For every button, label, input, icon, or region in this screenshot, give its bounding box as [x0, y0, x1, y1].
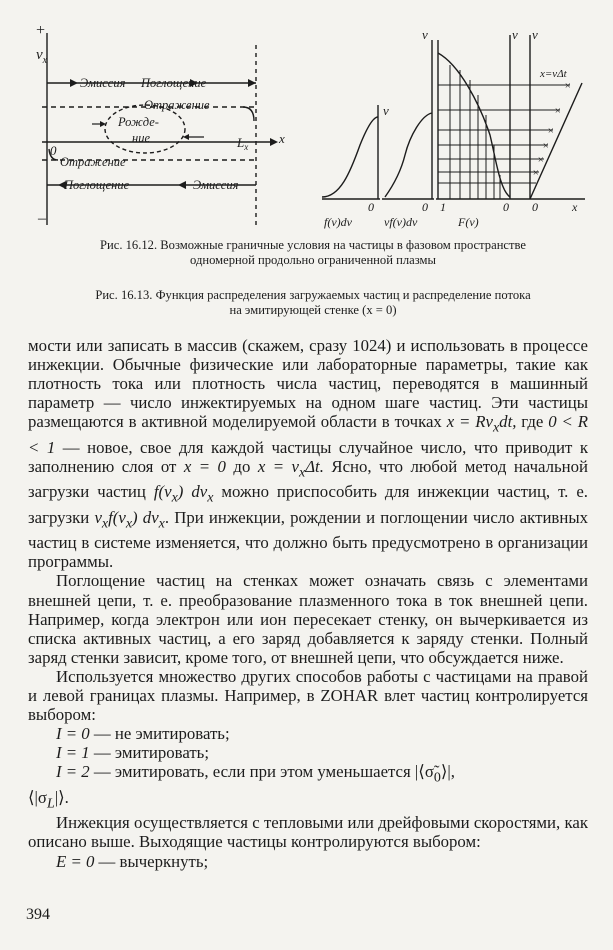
arrow-icon: [248, 79, 256, 87]
v-label-F: v: [512, 27, 518, 42]
axis-v-label: $v_x$: [36, 47, 48, 66]
paragraph-3: Используется множество других способов работы с частицами на правой и левой границах плазмы. Например, в ZOHAR влет частиц контролируется выбором:: [28, 666, 588, 725]
one-F: 1: [440, 200, 446, 214]
axis-x-label: x: [279, 131, 285, 146]
zero-vf: 0: [422, 200, 428, 214]
option-e0: E = 0 — вычеркнуть;: [56, 851, 209, 871]
absorption-top: Поглощение: [141, 76, 207, 90]
paragraph-1: мости или записать в массив (скажем, сразу 1024) и использовать в процессе инжекции. Обычные физические или лабораторные параметры, такие как плотность тока или плотность числа частиц, переводятся в машинный параметр — число инжектируемых на одном шаге частиц. Эти частицы размещаются в активной моделируемой области в точках $x = Rv_xdt$, где 0 < R < 1 — новое, свое для каждой частицы случайное число, что приводит к заполнению слоя от x = 0 до $x = v_x\Delta t$. Ясно, что любой метод начальной загрузки частиц $f(v_x)$ $dv_x$ можно приспособить для инжекции частиц, т. е. загрузки $v_xf(v_x)$ $dv_x$. При инжекции, рождении и поглощении число активных частиц в системе изменяется, что должно быть предусмотрено в организации программы.: [28, 336, 589, 572]
x-label: x: [572, 200, 578, 214]
zero-f: 0: [368, 200, 374, 214]
svg-text:×: ×: [554, 105, 562, 117]
emission-top: Эмиссия: [80, 76, 126, 90]
lx-label: $L_x$: [237, 135, 249, 152]
x-eq-label: x=vΔt: [540, 68, 567, 80]
v-label-f: v: [383, 103, 389, 118]
x-vdt-line: [530, 83, 582, 199]
f-label: f(v)dv: [324, 215, 352, 229]
body-text: [28, 336, 588, 871]
plus-sign: +: [35, 25, 46, 39]
origin-label: 0: [50, 143, 57, 158]
zero-F: 0: [503, 200, 509, 214]
birth-line2: ние: [132, 131, 150, 145]
svg-text:×: ×: [537, 154, 545, 166]
option-i1: I = 1 — эмитировать;: [56, 743, 209, 763]
absorption-bottom: Поглощение: [64, 178, 130, 192]
figure-16-12: [28, 25, 298, 230]
arrow-icon: [270, 138, 278, 146]
reflection-bottom: Отражение: [60, 155, 126, 169]
arrow-icon: [178, 181, 186, 189]
paragraph-4: Инжекция осуществляется с тепловыми или дрейфовыми скоростями, как описано выше. Выходящие частицы контролируются выбором:: [28, 813, 588, 852]
page-number: 394: [26, 906, 50, 923]
reflection-top: Отражение: [144, 98, 210, 112]
svg-text:×: ×: [547, 125, 555, 137]
option-i0: I = 0 — не эмитировать;: [56, 724, 230, 744]
vf-curve: [385, 113, 432, 197]
caption-16-13: Рис. 16.13. Функция распределения загружаемых частиц и распределение потока на эмитирующей стенке (x = 0): [95, 288, 531, 317]
emission-bottom: Эмиссия: [193, 178, 239, 192]
reflection-curve-right: [243, 107, 254, 121]
svg-text:×: ×: [542, 140, 550, 152]
F-label: F(v): [458, 215, 479, 229]
option-i2: I = 2 — эмитировать, если при этом уменьшается $|⟨\sigmã_0⟩|$,: [56, 762, 455, 786]
svg-text:×: ×: [564, 80, 572, 92]
v-label-x: v: [532, 27, 538, 42]
arrow-icon: [70, 79, 78, 87]
vf-label: vf(v)dv: [384, 215, 418, 229]
v-label-vf: v: [422, 27, 428, 42]
minus-sign: –: [38, 210, 46, 227]
paragraph-2: Поглощение частиц на стенках может означать связь с элементами внешней цепи, т. е. преобразование плазменного тока в ток внешней цепи. Например, когда электрон или ион пересекает стенку, он вычеркивается из списка активных частиц, а его заряд добавляется к заряду стенки. Полный заряд стенки зависит, кроме того, от внешней цепи, что обсуждается ниже.: [28, 571, 588, 667]
birth-line1: Рожде-: [118, 115, 159, 129]
zero-x: 0: [532, 200, 538, 214]
figure-16-13: [310, 25, 610, 230]
F-curve: [438, 53, 510, 197]
caption-16-12: Рис. 16.12. Возможные граничные условия на частицы в фазовом пространстве одномерной продольно ограниченной плазмы: [100, 238, 526, 267]
f-curve: [322, 117, 378, 197]
option-i2-cont: $⟨|\sigma_L|⟩$.: [28, 787, 69, 812]
birth-region-ellipse: [105, 105, 185, 153]
svg-text:×: ×: [532, 167, 540, 179]
